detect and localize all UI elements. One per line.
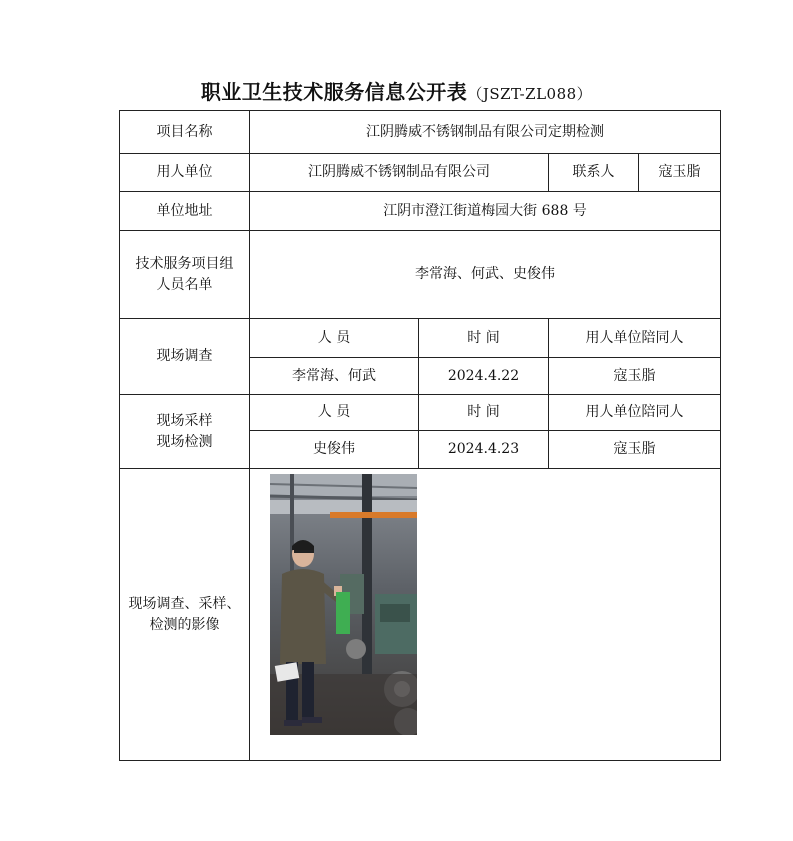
survey-label: 现场调查 xyxy=(120,319,250,395)
sampling-people-header: 人 员 xyxy=(250,395,419,431)
team-value: 李常海、何武、史俊伟 xyxy=(250,231,721,319)
form-code: （JSZT-ZL088） xyxy=(467,85,593,103)
team-label-line1: 技术服务项目组 xyxy=(135,255,234,272)
survey-time-header: 时 间 xyxy=(419,319,549,358)
images-label xyxy=(120,469,250,761)
sampling-label-line2: 现场检测 xyxy=(156,433,213,450)
contact-label: 联系人 xyxy=(549,154,639,192)
sampling-label-line1: 现场采样 xyxy=(156,412,213,429)
sampling-people: 史俊伟 xyxy=(250,431,419,469)
title-main: 职业卫生技术服务信息公开表 xyxy=(200,80,468,104)
survey-people-header: 人 员 xyxy=(250,319,419,358)
contact-value: 寇玉脂 xyxy=(639,154,721,192)
survey-people: 李常海、何武 xyxy=(250,358,419,395)
sampling-time-header: 时 间 xyxy=(419,395,549,431)
row-survey-header xyxy=(120,319,721,358)
employer-label: 用人单位 xyxy=(120,154,250,192)
address-value: 江阴市澄江街道梅园大街 688 号 xyxy=(250,192,721,231)
row-team xyxy=(120,231,721,319)
survey-escort-header: 用人单位陪同人 xyxy=(549,319,721,358)
page-title xyxy=(0,76,793,105)
team-label-line2: 人员名单 xyxy=(156,276,213,293)
row-employer xyxy=(120,154,721,192)
team-label xyxy=(120,231,250,319)
info-table xyxy=(119,110,721,761)
sampling-escort: 寇玉脂 xyxy=(549,431,721,469)
project-name-label: 项目名称 xyxy=(120,111,250,154)
sampling-label xyxy=(120,395,250,469)
row-project-name xyxy=(120,111,721,154)
row-sampling-header xyxy=(120,395,721,431)
employer-value: 江阴腾威不锈钢制品有限公司 xyxy=(250,154,549,192)
images-label-line2: 检测的影像 xyxy=(149,616,220,633)
row-images xyxy=(120,469,721,761)
survey-escort: 寇玉脂 xyxy=(549,358,721,395)
site-photo xyxy=(270,474,417,735)
sampling-escort-header: 用人单位陪同人 xyxy=(549,395,721,431)
survey-time: 2024.4.22 xyxy=(419,358,549,395)
row-address xyxy=(120,192,721,231)
sampling-time: 2024.4.23 xyxy=(419,431,549,469)
project-name-value: 江阴腾威不锈钢制品有限公司定期检测 xyxy=(250,111,721,154)
images-label-line1: 现场调查、采样、 xyxy=(128,595,241,612)
address-label: 单位地址 xyxy=(120,192,250,231)
